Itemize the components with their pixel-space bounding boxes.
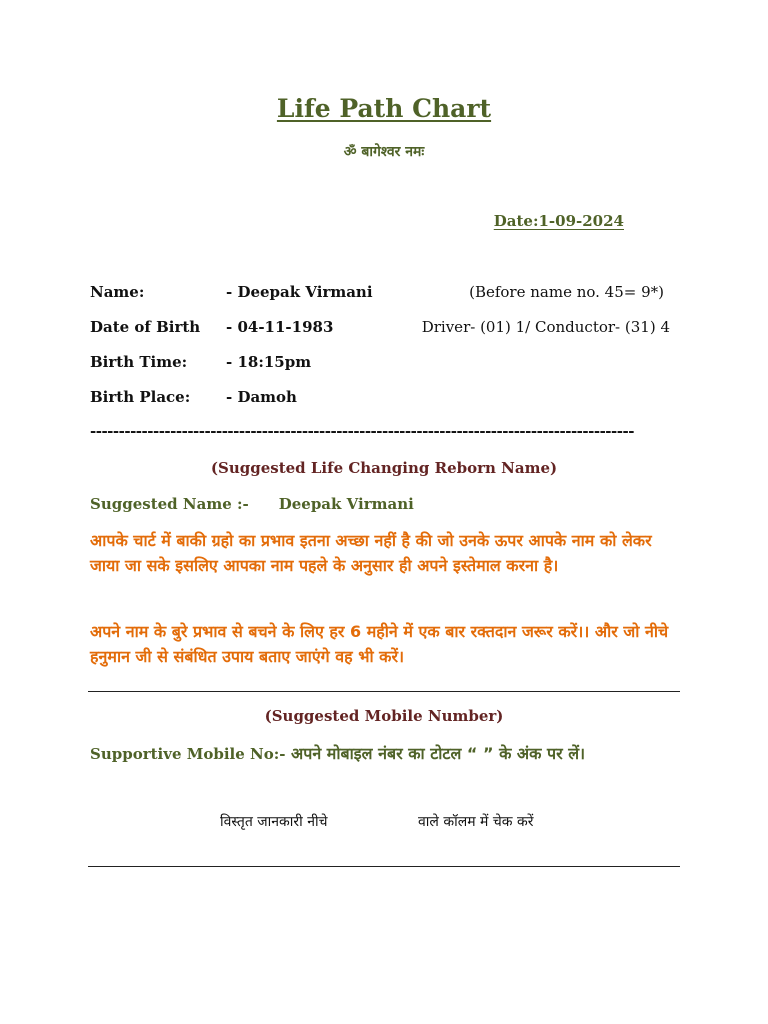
page-title: Life Path Chart: [276, 94, 492, 123]
dob-label: Date of Birth: [90, 318, 201, 336]
supportive-mobile-text: अपने मोबाइल नंबर का टोटल “ ” के अंक पर लें।: [291, 744, 586, 763]
name-label: Name:: [90, 283, 145, 301]
suggested-name-label: Suggested Name :-: [90, 495, 249, 513]
name-advice-paragraph: आपके चार्ट में बाकी ग्रहो का प्रभाव इतना अच्छा नहीं है की जो उनके ऊपर आपके नाम को लेकर जाया जा सके इसलिए आपका नाम पहले के अनुसार ही अपने इस्तेमाल करना है।: [90, 531, 652, 575]
dob-row: [90, 318, 680, 353]
personal-info: [90, 283, 680, 423]
birth-place-label: Birth Place:: [90, 388, 191, 406]
birth-time-label: Birth Time:: [90, 353, 188, 371]
supportive-mobile-line: [90, 742, 585, 764]
driver-conductor-note: Driver- (01) 1/ Conductor- (31) 4: [421, 318, 670, 336]
birth-time-value: - 18:15pm: [226, 353, 312, 371]
name-row: [90, 283, 680, 318]
name-value: - Deepak Virmani: [226, 283, 373, 301]
birth-place-value: - Damoh: [226, 388, 297, 406]
supportive-mobile-label: Supportive Mobile No:-: [90, 745, 286, 763]
blood-donation-advice-paragraph: अपने नाम के बुरे प्रभाव से बचने के लिए हर 6 महीने में एक बार रक्तदान जरूर करें।। और जो नीचे हनुमान जी से संबंधित उपाय बताए जाएंगे वह भी करें।: [90, 622, 669, 666]
detail-note-right: वाले कॉलम में चेक करें: [418, 814, 534, 830]
report-date: Date:1-09-2024: [493, 212, 624, 230]
birth-time-row: [90, 353, 680, 388]
suggested-name-value: Deepak Virmani: [278, 495, 414, 513]
dashed-separator: -----------------------------------------------------------------------------------------------: [90, 422, 634, 440]
divider-top: [88, 691, 680, 692]
name-number-note: (Before name no. 45= 9*): [469, 283, 664, 301]
detail-note-left: विस्तृत जानकारी नीचे: [220, 814, 328, 830]
suggested-name-line: [90, 495, 414, 513]
dob-value: - 04-11-1983: [226, 318, 334, 336]
birth-place-row: [90, 388, 680, 423]
reborn-name-heading: (Suggested Life Changing Reborn Name): [210, 459, 558, 477]
divider-bottom: [88, 866, 680, 867]
invocation-subtitle: ॐ बागेश्वर नमः: [343, 144, 425, 160]
mobile-number-heading: (Suggested Mobile Number): [264, 707, 504, 725]
